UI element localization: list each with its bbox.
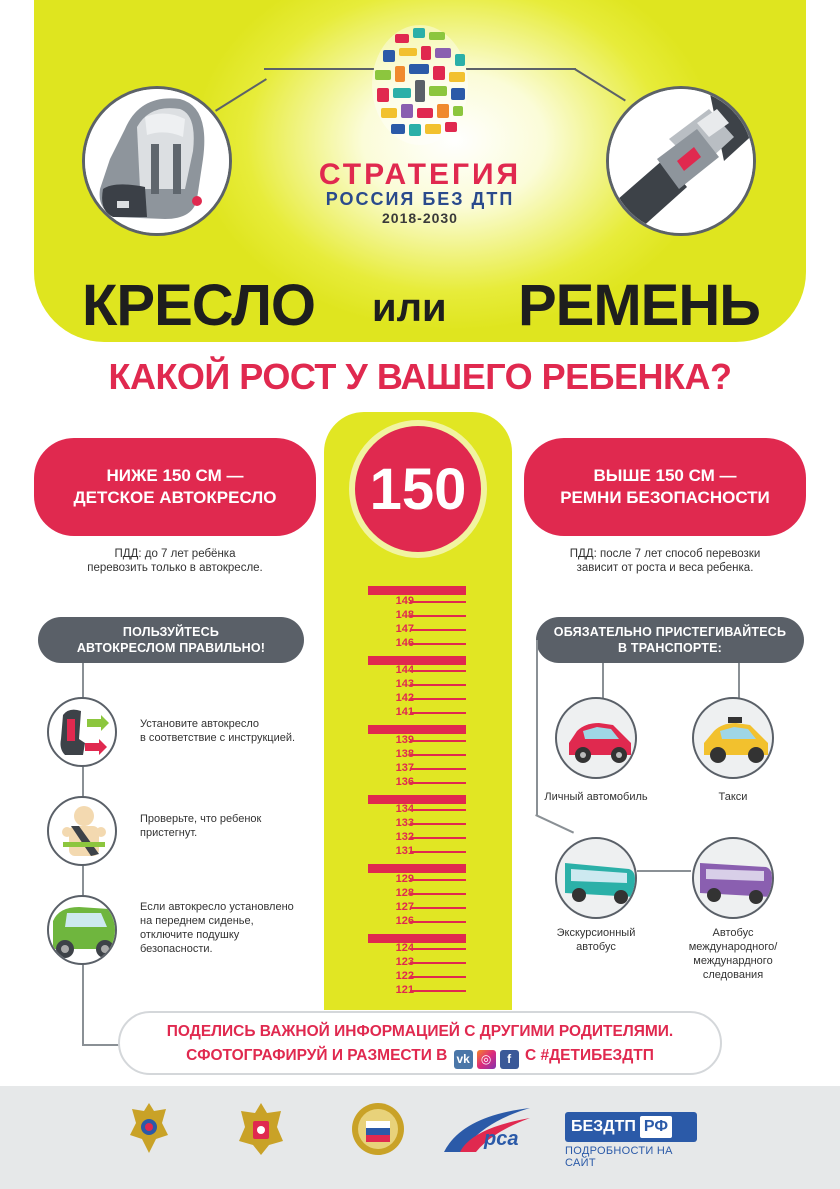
vehicle-label-car [530,790,662,804]
strategy-logo-icon [365,20,475,150]
ruler-major-tick [368,864,466,873]
ruler-number: 122 [395,970,414,983]
ruler-major-tick [368,586,466,595]
right-note-line: ПДД: после 7 лет способ перевозки [569,548,761,560]
tip-line: на переднем сиденье, [140,915,254,927]
ruler-number: 133 [395,817,414,830]
share-line-2 [120,1044,720,1069]
bezdtp-badge[interactable] [565,1112,697,1142]
ruler-number: 139 [395,733,414,746]
ruler-major-tick [368,795,466,804]
above-150-pill [524,438,806,536]
ruler-number: 123 [395,956,414,969]
left-gray-line: АВТОКРЕСЛОМ ПРАВИЛЬНО! [76,641,266,655]
vehicle-label-line: автобус [576,941,616,953]
vehicle-label-line: Личный автомобиль [544,791,648,803]
right-gray-line: ОБЯЗАТЕЛЬНО ПРИСТЕГИВАЙТЕСЬ [553,625,787,639]
tip-line: безопасности. [140,943,213,955]
vehicle-label-excursion-bus [530,926,662,954]
ruler-tick [410,782,466,784]
excursion-bus-circle [555,837,637,919]
ruler-tick [410,698,466,700]
connector-line [738,663,740,699]
ruler-number: 136 [395,775,414,788]
bezdtp-subtitle: ПОДРОБНОСТИ НА САЙТ [565,1145,673,1169]
ruler-number: 143 [395,678,414,691]
ruler-number: 147 [395,622,414,635]
connector-line [535,814,574,833]
right-rule-note [524,547,806,575]
teal-bus-icon [557,839,637,919]
ruler-tick [410,948,466,950]
connector-line [466,68,576,70]
ruler-number: 138 [395,747,414,760]
mvd-eagle-logo-icon [128,1101,170,1155]
right-note-line: зависит от роста и веса ребенка. [576,562,754,574]
tip-line: Установите автокресло [140,718,260,730]
below-150-pill [34,438,316,536]
rsa-logo [442,1106,532,1154]
vk-icon[interactable]: vk [454,1050,473,1069]
tip-line: отключите подушку [140,929,240,941]
above-150-line1: ВЫШЕ 150 СМ — [593,466,737,485]
below-150-line1: НИЖЕ 150 СМ — [106,466,244,485]
russia-without-accidents: РОССИЯ БЕЗ ДТП [325,189,515,209]
connector-line [637,870,691,872]
left-note-line: ПДД: до 7 лет ребёнка [114,548,236,560]
tip-install [140,717,320,745]
ruler-number: 144 [395,664,414,677]
ruler-number: 142 [395,692,414,705]
instagram-icon[interactable]: ◎ [477,1050,496,1069]
word-belt: РЕМЕНЬ [518,273,760,338]
ruler-number: 132 [395,831,414,844]
ruler-major-tick [368,934,466,943]
tip-line: Если автокресло установлено [140,901,294,913]
share-line-1: ПОДЕЛИСЬ ВАЖНОЙ ИНФОРМАЦИЕЙ С ДРУГИМИ РОДИТЕЛЯМИ. [166,1023,674,1040]
bezdtp-rf: РФ [640,1116,672,1138]
purple-bus-icon [694,839,774,919]
child-belted-circle [47,796,117,866]
share-line-2-pre: СФОТОГРАФИРУЙ И РАЗМЕСТИ В [186,1047,448,1064]
ruler-tick [410,670,466,672]
airbag-circle [47,895,117,965]
share-hashtag: С #ДЕТИБЕЗДТП [524,1047,654,1064]
ruler-number: 126 [395,914,414,927]
vehicle-label-line: следования [702,969,764,981]
ruler-tick [410,879,466,881]
timeline-line [82,1044,120,1046]
vehicle-label-line: Автобус [712,927,754,939]
ruler-number: 129 [395,872,414,885]
ruler-tick [410,823,466,825]
word-or: или [372,286,447,330]
share-box [118,1011,722,1075]
ruler-tick [410,768,466,770]
tip-check [140,812,320,840]
ruler-number: 146 [395,636,414,649]
ruler-number: 148 [395,608,414,621]
vehicle-label-line: Такси [718,791,748,803]
connector-line [264,68,374,70]
ruler-tick [410,754,466,756]
vehicle-label-line: междунардного [693,955,773,967]
ruler-number: 124 [395,942,414,955]
tip-line: в соответствие с инструкцией. [140,732,296,744]
ruler-tick [410,990,466,992]
ruler-tick [410,684,466,686]
ruler-number: 121 [395,984,414,997]
left-rule-note [34,547,316,575]
ruler-tick [410,851,466,853]
connector-line [536,640,538,815]
strategy-title: СТРАТЕГИЯ [318,158,522,191]
bezdtp-text: БЕЗДТП [571,1118,636,1135]
below-150-line2: ДЕТСКОЕ АВТОКРЕСЛО [73,488,277,507]
ruler-tick [410,893,466,895]
ruler-tick [410,615,466,617]
vehicle-label-intercity-bus [667,926,799,982]
child-icon [49,798,117,866]
ruler-number: 128 [395,886,414,899]
ruler-tick [410,976,466,978]
ruler-tick [410,712,466,714]
strategy-years: 2018-2030 [382,210,458,226]
use-seat-correctly-pill [38,617,304,663]
rsa-text: рса [484,1128,519,1150]
facebook-icon[interactable]: f [500,1050,519,1069]
height-question: КАКОЙ РОСТ У ВАШЕГО РЕБЕНКА? [108,356,732,397]
ruler-major-tick [368,725,466,734]
bezdtp-logo[interactable] [565,1112,697,1169]
word-chair: КРЕСЛО [82,273,316,338]
personal-car-circle [555,697,637,779]
ruler-tick [410,601,466,603]
height-150-badge: 150 [349,420,487,558]
install-seat-circle [47,697,117,767]
vehicle-label-line: международного/ [688,941,778,953]
ruler-tick [410,921,466,923]
vehicle-label-line: Экскурсионный [556,927,636,939]
taxi-circle [692,697,774,779]
ruler-number: 141 [395,706,414,719]
connector-line [602,663,604,699]
ruler-tick [410,809,466,811]
red-car-icon [557,699,637,779]
mintrans-eagle-logo-icon [237,1101,285,1157]
green-car-icon [49,897,117,965]
left-gray-line: ПОЛЬЗУЙТЕСЬ [122,625,220,639]
ruler-tick [410,740,466,742]
ruler-number: 134 [395,803,414,816]
ruler-tick [410,837,466,839]
ruler-number: 127 [395,900,414,913]
ruler-number: 137 [395,761,414,774]
buckle-up-transport-pill [536,617,804,663]
right-gray-line: В ТРАНСПОРТЕ: [617,641,723,655]
ruler-tick [410,962,466,964]
ruler-major-tick [368,656,466,665]
footer [0,1086,840,1189]
gibdd-badge-logo-icon [350,1101,406,1157]
ruler-tick [410,643,466,645]
ruler-number: 131 [395,845,414,858]
above-150-line2: РЕМНИ БЕЗОПАСНОСТИ [560,488,770,507]
intercity-bus-circle [692,837,774,919]
ruler-number: 149 [395,594,414,607]
tip-line: пристегнут. [140,827,198,839]
tip-airbag [140,900,320,956]
ruler-tick [410,907,466,909]
left-note-line: перевозить только в автокресле. [87,562,263,574]
taxi-icon [694,699,774,779]
vehicle-label-taxi [667,790,799,804]
tip-line: Проверьте, что ребенок [140,813,262,825]
seat-install-icon [49,699,117,767]
ruler-tick [410,629,466,631]
